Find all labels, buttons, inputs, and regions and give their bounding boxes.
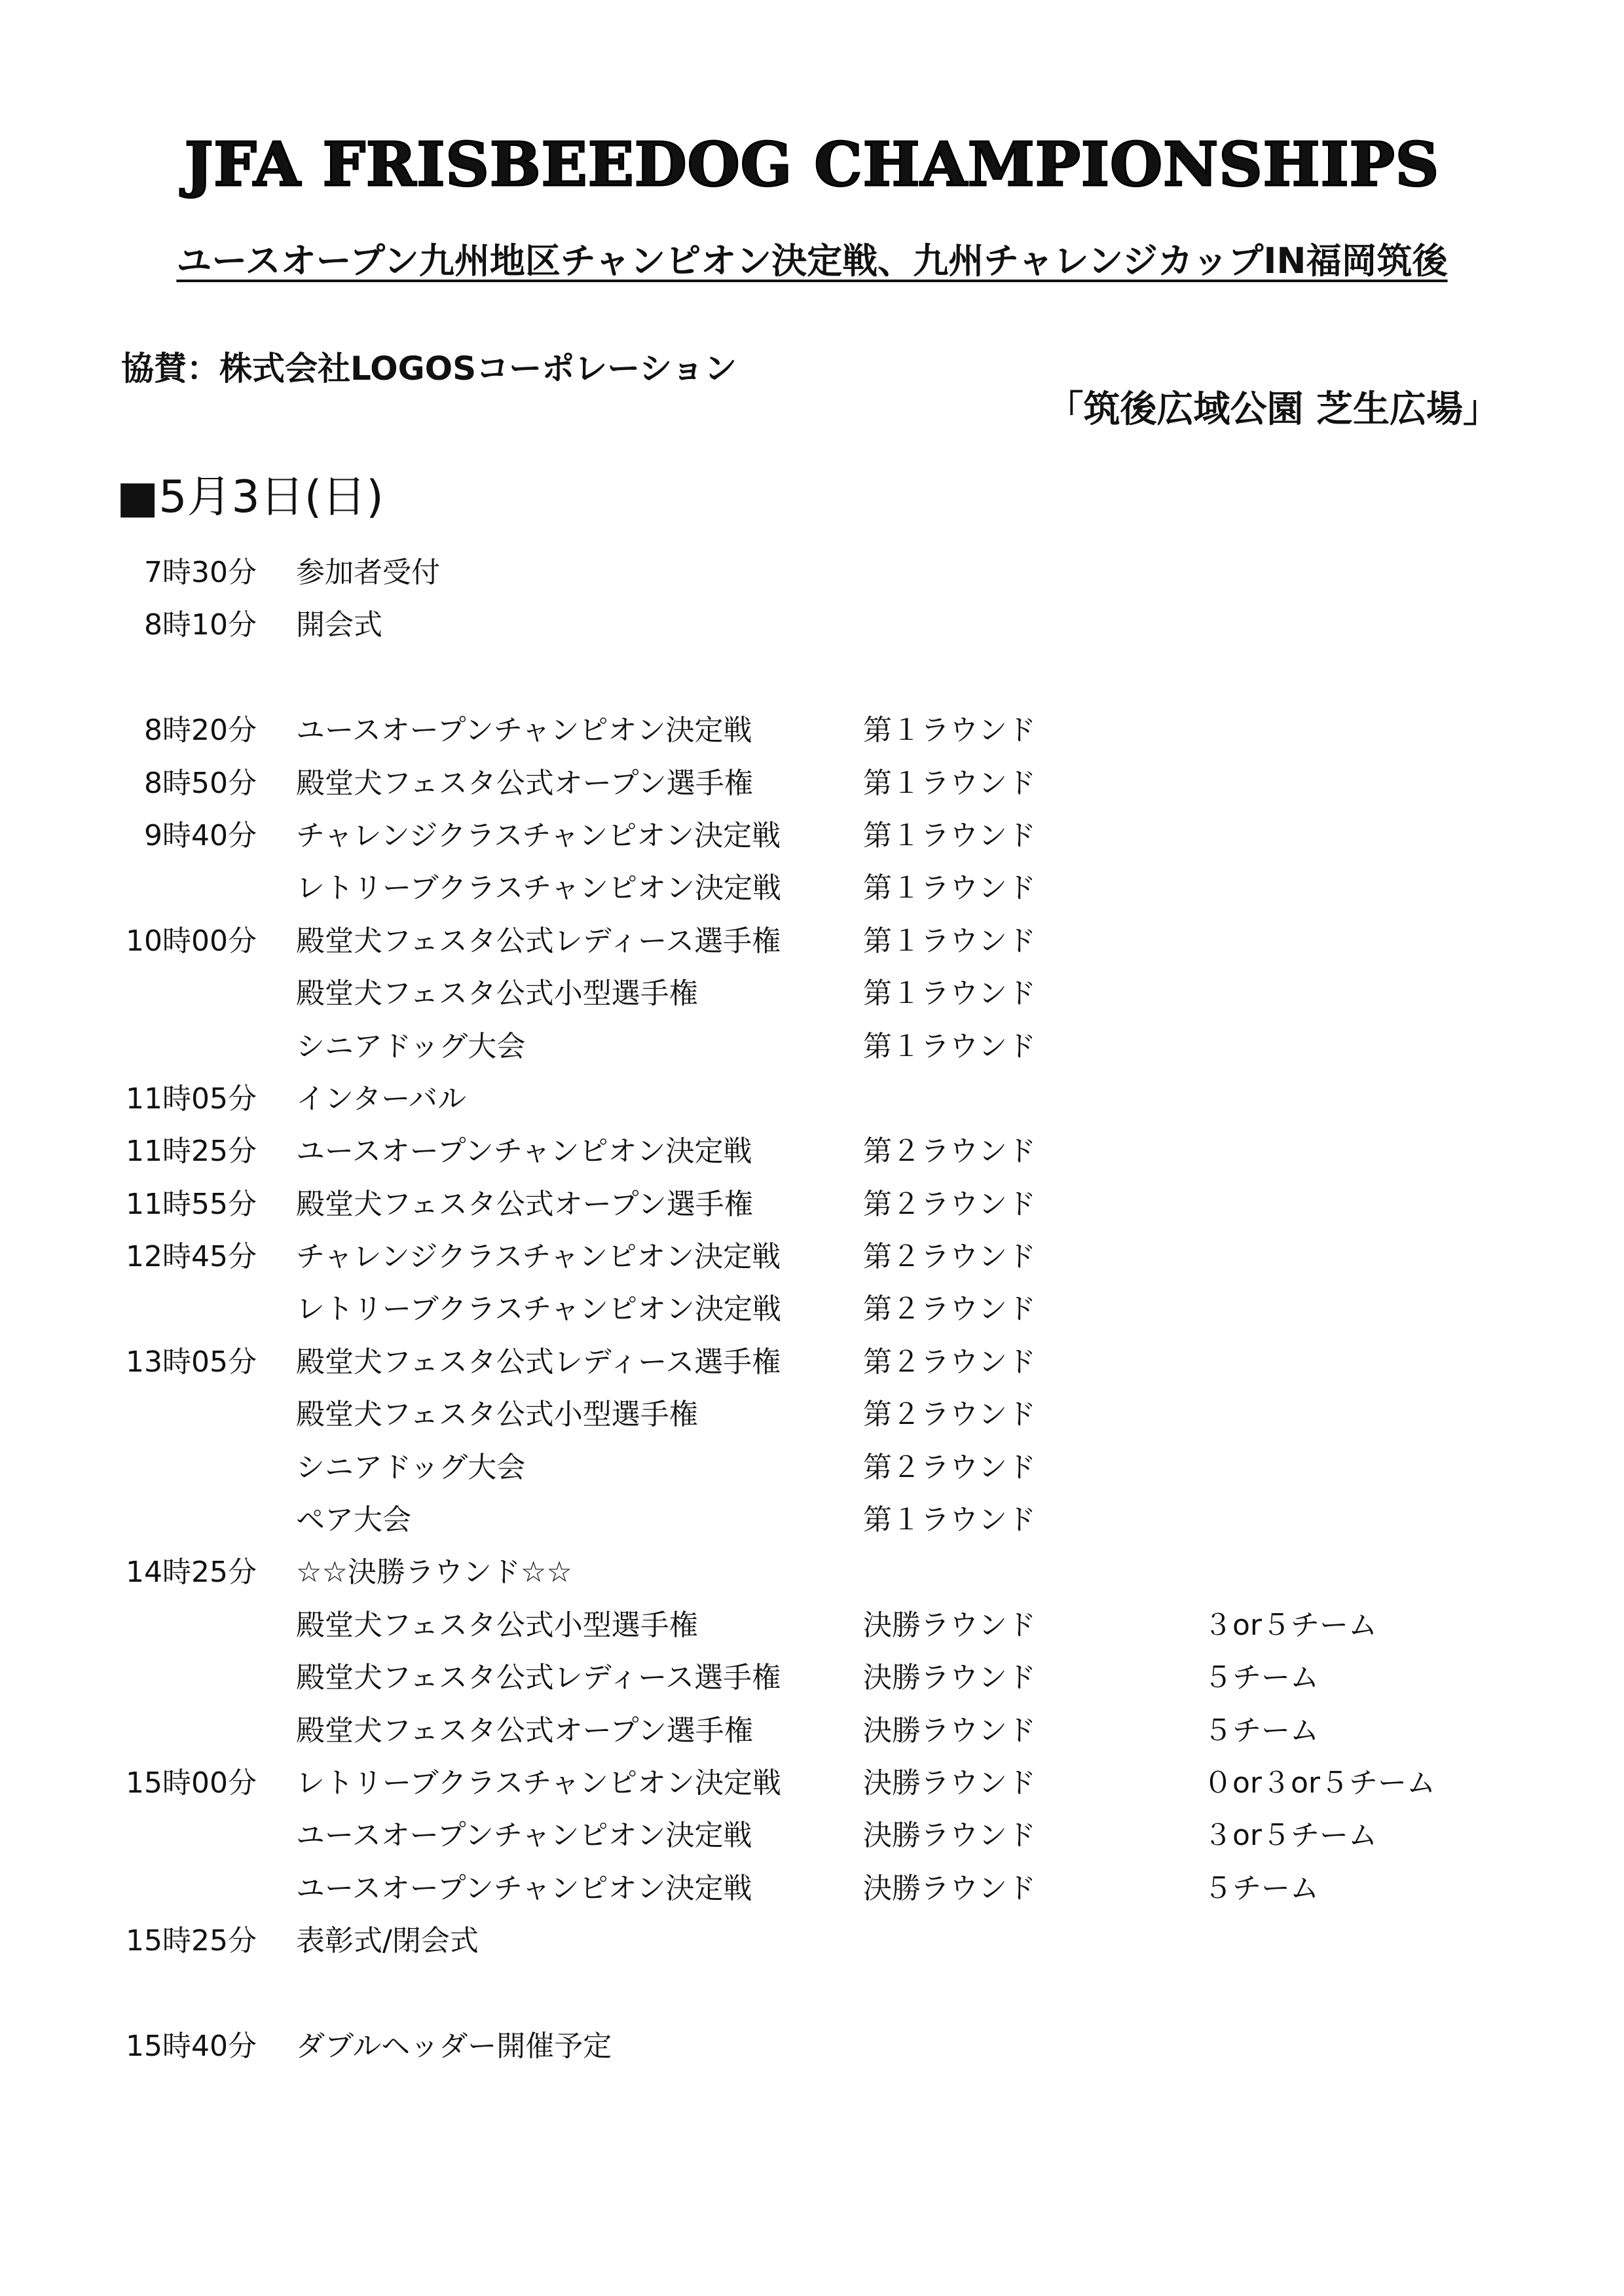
subtitle-text: ユースオープン九州地区チャンピオン決定戦、九州チャレンジカップIN福岡筑後 [176, 240, 1448, 282]
row-time: 11時05分 [126, 1082, 257, 1116]
row-round: 第２ラウンド [863, 1135, 1036, 1169]
row-event: 参加者受付 [296, 556, 440, 589]
row-event: 殿堂犬フェスタ公式小型選手権 [296, 1608, 698, 1642]
row-round: 第１ラウンド [863, 818, 1036, 852]
row-time: 10時00分 [126, 924, 257, 958]
row-teams: ５チーム [1204, 1713, 1319, 1747]
row-round: 決勝ラウンド [863, 1819, 1036, 1853]
schedule-row [0, 1283, 1624, 1336]
schedule-row [0, 1073, 1624, 1125]
row-event: 殿堂犬フェスタ公式レディース選手権 [296, 924, 781, 958]
row-event: 殿堂犬フェスタ公式オープン選手権 [296, 1713, 753, 1747]
row-teams: ０or３or５チーム [1204, 1766, 1436, 1800]
schedule-list [0, 547, 1624, 2073]
row-event: レトリーブクラスチャンピオン決定戦 [296, 1766, 781, 1800]
schedule-row [0, 968, 1624, 1020]
row-time: 8時50分 [144, 766, 257, 800]
document-subtitle [0, 240, 1624, 282]
schedule-row [0, 1915, 1624, 1967]
schedule-row [0, 1652, 1624, 1704]
row-round: 第２ラウンド [863, 1240, 1036, 1274]
sponsor-line: 協賛：株式会社LOGOSコーポレーション [121, 350, 737, 388]
row-time: 15時00分 [126, 1766, 257, 1800]
row-time: 12時45分 [126, 1240, 257, 1274]
schedule-row [0, 1125, 1624, 1178]
schedule-row [0, 1968, 1624, 2020]
row-time: 8時20分 [144, 714, 257, 748]
row-event: ペア大会 [296, 1503, 411, 1537]
row-event: 表彰式/閉会式 [296, 1924, 479, 1958]
row-event: 殿堂犬フェスタ公式レディース選手権 [296, 1345, 781, 1379]
row-time: 7時30分 [144, 556, 257, 589]
schedule-row [0, 1442, 1624, 1494]
row-time: 15時25分 [126, 1924, 257, 1958]
row-event: レトリーブクラスチャンピオン決定戦 [296, 1292, 781, 1326]
row-teams: ５チーム [1204, 1871, 1319, 1905]
row-round: 第１ラウンド [863, 714, 1036, 748]
schedule-row [0, 1021, 1624, 1073]
row-time: 9時40分 [144, 818, 257, 852]
row-event: ユースオープンチャンピオン決定戦 [296, 1135, 752, 1169]
venue-line: 「筑後広域公園 芝生広場」 [1046, 388, 1500, 431]
row-teams: ３or５チーム [1204, 1608, 1378, 1642]
row-round: 決勝ラウンド [863, 1766, 1036, 1800]
row-round: 第１ラウンド [863, 766, 1036, 800]
row-event: 殿堂犬フェスタ公式小型選手権 [296, 977, 698, 1011]
row-event: ユースオープンチャンピオン決定戦 [296, 714, 752, 748]
row-time: 11時25分 [126, 1135, 257, 1169]
row-teams: ３or５チーム [1204, 1819, 1378, 1853]
schedule-row [0, 547, 1624, 599]
schedule-row [0, 757, 1624, 810]
row-time: 14時25分 [126, 1556, 257, 1590]
row-round: 第１ラウンド [863, 871, 1036, 905]
schedule-row [0, 862, 1624, 915]
row-round: 決勝ラウンド [863, 1713, 1036, 1747]
row-round: 第１ラウンド [863, 1503, 1036, 1537]
row-event: チャレンジクラスチャンピオン決定戦 [296, 1240, 781, 1274]
schedule-row [0, 599, 1624, 651]
row-event: レトリーブクラスチャンピオン決定戦 [296, 871, 781, 905]
row-event: ユースオープンチャンピオン決定戦 [296, 1871, 752, 1905]
row-teams: ５チーム [1204, 1661, 1319, 1695]
row-round: 決勝ラウンド [863, 1608, 1036, 1642]
row-event: インターバル [296, 1082, 467, 1116]
schedule-row [0, 652, 1624, 704]
schedule-row [0, 2020, 1624, 2073]
schedule-row [0, 704, 1624, 757]
row-time: 13時05分 [126, 1345, 257, 1379]
schedule-row [0, 1863, 1624, 1915]
schedule-row [0, 1494, 1624, 1546]
row-event: チャレンジクラスチャンピオン決定戦 [296, 818, 781, 852]
row-round: 決勝ラウンド [863, 1871, 1036, 1905]
schedule-row [0, 1705, 1624, 1757]
schedule-row [0, 1178, 1624, 1231]
row-event: ダブルヘッダー開催予定 [296, 2029, 612, 2063]
schedule-row [0, 1546, 1624, 1599]
row-event: 開会式 [296, 608, 382, 642]
schedule-row [0, 1336, 1624, 1389]
schedule-row [0, 915, 1624, 968]
row-round: 第２ラウンド [863, 1292, 1036, 1326]
row-time: 8時10分 [144, 608, 257, 642]
row-event: シニアドッグ大会 [296, 1029, 526, 1063]
row-event: 殿堂犬フェスタ公式オープン選手権 [296, 766, 753, 800]
schedule-row [0, 1810, 1624, 1862]
row-round: 第２ラウンド [863, 1345, 1036, 1379]
row-round: 第２ラウンド [863, 1187, 1036, 1221]
row-round: 第２ラウンド [863, 1450, 1036, 1484]
date-heading: ■5月3日(日) [117, 471, 384, 523]
schedule-row [0, 810, 1624, 862]
row-round: 決勝ラウンド [863, 1661, 1036, 1695]
row-event: ☆☆決勝ラウンド☆☆ [296, 1556, 572, 1590]
row-event: 殿堂犬フェスタ公式オープン選手権 [296, 1187, 753, 1221]
row-time: 11時55分 [126, 1187, 257, 1221]
row-event: シニアドッグ大会 [296, 1450, 526, 1484]
document-title: JFA FRISBEEDOG CHAMPIONSHIPS [184, 129, 1440, 200]
row-round: 第１ラウンド [863, 924, 1036, 958]
row-time: 15時40分 [126, 2029, 257, 2063]
schedule-row [0, 1757, 1624, 1810]
schedule-row [0, 1599, 1624, 1652]
row-event: 殿堂犬フェスタ公式レディース選手権 [296, 1661, 781, 1695]
schedule-row [0, 1231, 1624, 1283]
row-event: 殿堂犬フェスタ公式小型選手権 [296, 1398, 698, 1432]
row-round: 第１ラウンド [863, 1029, 1036, 1063]
row-event: ユースオープンチャンピオン決定戦 [296, 1819, 752, 1853]
row-round: 第２ラウンド [863, 1398, 1036, 1432]
row-round: 第１ラウンド [863, 977, 1036, 1011]
schedule-row [0, 1389, 1624, 1441]
